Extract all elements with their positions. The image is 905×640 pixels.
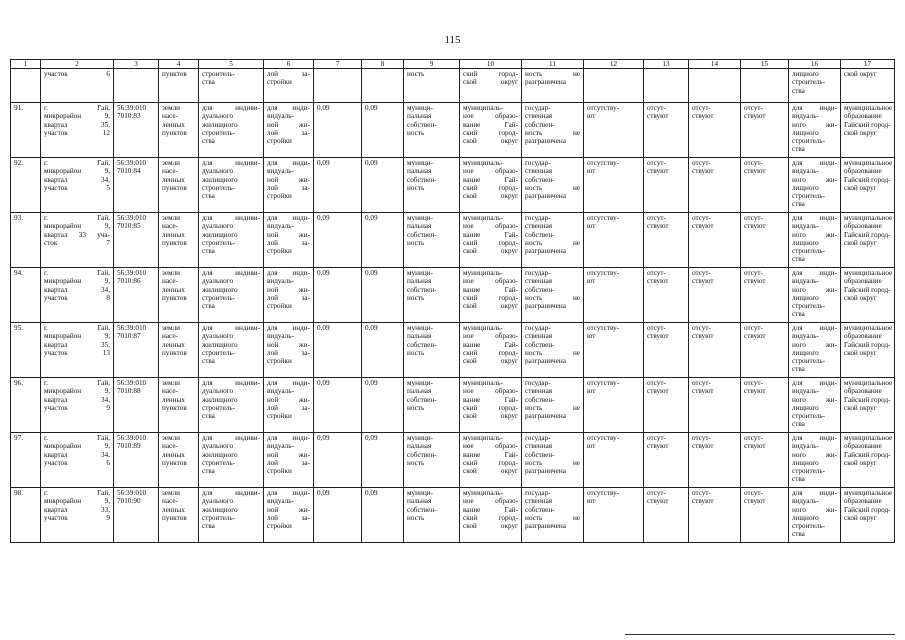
cell-area-ha: 7	[314, 60, 362, 69]
cell-row-number: 98.	[11, 488, 41, 543]
cell-encumbrance-1: отсутству- ют	[584, 378, 644, 433]
cell-encumbrance-1: отсутству- ют	[584, 268, 644, 323]
bottom-rule	[625, 634, 895, 635]
cell-address: г. Гай, микрорайон 9, квартал 34, участок 6	[41, 433, 114, 488]
cell-ownership-form: муници- пальная собствен- ность	[404, 378, 460, 433]
cell-area-ha: 0,09	[314, 433, 362, 488]
table-row	[11, 323, 895, 378]
cell-area-ha: 0,09	[314, 268, 362, 323]
cell-area-ha-2: 8	[362, 60, 404, 69]
cell-permitted-use: строитель- ства	[199, 69, 264, 103]
cell-row-number: 93.	[11, 213, 41, 268]
cell-municipality: муниципальное образование Гайский город- ской округ	[841, 378, 895, 433]
cell-use-per-docs: для инди- видуаль- ной жи- лой за- стройки	[264, 488, 314, 543]
cell-encumbrance-2: отсут- ствуют	[644, 323, 689, 378]
cell-encumbrance-4	[741, 69, 789, 103]
cell-use-per-docs: для инди- видуаль- ной жи- лой за- стройки	[264, 103, 314, 158]
cell-encumbrance-1: отсутству- ют	[584, 103, 644, 158]
cell-encumbrance-3: отсут- ствуют	[689, 268, 741, 323]
cell-encumbrance-3: отсут- ствуют	[689, 103, 741, 158]
cell-purpose: лищного строитель- ства	[789, 69, 841, 103]
cell-purpose: для инди- видуаль- ного жи- лищного строитель- ства	[789, 433, 841, 488]
cell-permitted-use: для индиви- дуального жилищного строитель- ства	[199, 268, 264, 323]
cell-area-ha: 0,09	[314, 378, 362, 433]
cell-purpose: для инди- видуаль- ного жи- лищного строитель- ства	[789, 213, 841, 268]
cell-cadastral-number	[114, 69, 159, 103]
cell-cadastral-number: 56:39:010 7010:83	[114, 103, 159, 158]
continued-record-row	[11, 69, 895, 103]
cell-municipality: ской округ	[841, 69, 895, 103]
cell-use-per-docs: для инди- видуаль- ной жи- лой за- стройки	[264, 158, 314, 213]
cell-encumbrance-3	[689, 69, 741, 103]
cell-encumbrance-2	[644, 69, 689, 103]
cell-row-number: 1	[11, 60, 41, 69]
cell-cadastral-number: 56:39:010 7010:85	[114, 213, 159, 268]
cell-area-ha: 0,09	[314, 488, 362, 543]
cell-purpose: для инди- видуаль- ного жи- лищного строитель- ства	[789, 158, 841, 213]
cell-land-category: земли насе- ленных пунктов	[159, 103, 199, 158]
cell-permitted-use: для индиви- дуального жилищного строитель- ства	[199, 323, 264, 378]
cell-encumbrance-4: отсут- ствуют	[741, 103, 789, 158]
cell-cadastral-number: 56:39:010 7010:86	[114, 268, 159, 323]
cell-purpose: для инди- видуаль- ного жи- лищного строитель- ства	[789, 488, 841, 543]
cell-cadastral-number: 56:39:010 7010:89	[114, 433, 159, 488]
cell-address: 2	[41, 60, 114, 69]
cell-area-ha-2: 0,09	[362, 213, 404, 268]
cell-owner: муниципаль- ное образо- вание Гай- ский город- ской округ	[460, 323, 522, 378]
cell-area-ha-2	[362, 69, 404, 103]
cell-use-per-docs: лой за- стройки	[264, 69, 314, 103]
cell-encumbrance-1: отсутству- ют	[584, 158, 644, 213]
cell-area-ha-2: 0,09	[362, 268, 404, 323]
cell-encumbrance-3: 14	[689, 60, 741, 69]
cell-encumbrance-1: отсутству- ют	[584, 488, 644, 543]
cell-area-ha: 0,09	[314, 158, 362, 213]
cell-permitted-use: для индиви- дуального жилищного строитель- ства	[199, 488, 264, 543]
cell-land-category: земли насе- ленных пунктов	[159, 433, 199, 488]
cell-rights-status: государ- ственная собствен- ность не разграничена	[522, 158, 584, 213]
cell-owner: 10	[460, 60, 522, 69]
cell-encumbrance-4: отсут- ствуют	[741, 488, 789, 543]
cell-encumbrance-1: отсутству- ют	[584, 213, 644, 268]
cell-use-per-docs: 6	[264, 60, 314, 69]
cell-rights-status: 11	[522, 60, 584, 69]
cell-encumbrance-2: отсут- ствуют	[644, 103, 689, 158]
table-row	[11, 213, 895, 268]
cell-address: г. Гай, микрорайон 9, квартал 34, участок 9	[41, 378, 114, 433]
cell-area-ha-2: 0,09	[362, 378, 404, 433]
cell-land-category: земли насе- ленных пунктов	[159, 158, 199, 213]
cell-purpose: для инди- видуаль- ного жи- лищного строитель- ства	[789, 378, 841, 433]
page-number: 115	[444, 34, 461, 46]
cell-area-ha: 0,09	[314, 213, 362, 268]
cell-encumbrance-2: отсут- ствуют	[644, 268, 689, 323]
cell-encumbrance-2: отсут- ствуют	[644, 213, 689, 268]
cell-area-ha-2: 0,09	[362, 158, 404, 213]
cell-ownership-form: 9	[404, 60, 460, 69]
cell-encumbrance-2: 13	[644, 60, 689, 69]
cell-owner: муниципаль- ное образо- вание Гай- ский город- ской округ	[460, 268, 522, 323]
cell-rights-status: государ- ственная собствен- ность не разграничена	[522, 488, 584, 543]
cell-encumbrance-4: отсут- ствуют	[741, 158, 789, 213]
cell-area-ha-2: 0,09	[362, 103, 404, 158]
cell-ownership-form: муници- пальная собствен- ность	[404, 433, 460, 488]
cell-encumbrance-2: отсут- ствуют	[644, 433, 689, 488]
cell-area-ha-2: 0,09	[362, 488, 404, 543]
table-row	[11, 268, 895, 323]
cell-area-ha: 0,09	[314, 323, 362, 378]
cell-address: участок 6	[41, 69, 114, 103]
cell-purpose: для инди- видуаль- ного жи- лищного строитель- ства	[789, 268, 841, 323]
table-row	[11, 433, 895, 488]
cell-land-category: земли насе- ленных пунктов	[159, 323, 199, 378]
cell-ownership-form: муници- пальная собствен- ность	[404, 268, 460, 323]
cell-encumbrance-4: отсут- ствуют	[741, 213, 789, 268]
cell-address: г. Гай, микрорайон 9, квартал 34, участок 8	[41, 268, 114, 323]
cell-encumbrance-4: 15	[741, 60, 789, 69]
cell-rights-status: государ- ственная собствен- ность не разграничена	[522, 268, 584, 323]
cell-land-category: земли насе- ленных пунктов	[159, 488, 199, 543]
cell-permitted-use: для индиви- дуального жилищного строитель- ства	[199, 213, 264, 268]
cell-municipality: муниципальное образование Гайский город- ской округ	[841, 323, 895, 378]
cell-cadastral-number: 56:39:010 7010:88	[114, 378, 159, 433]
table-row	[11, 103, 895, 158]
cell-municipality: муниципальное образование Гайский город- ской округ	[841, 268, 895, 323]
cell-use-per-docs: для инди- видуаль- ной жи- лой за- стройки	[264, 268, 314, 323]
cell-cadastral-number: 3	[114, 60, 159, 69]
cell-owner: муниципаль- ное образо- вание Гай- ский город- ской округ	[460, 378, 522, 433]
cell-use-per-docs: для инди- видуаль- ной жи- лой за- стройки	[264, 213, 314, 268]
land-plot-register-table	[10, 59, 895, 543]
cell-row-number: 97.	[11, 433, 41, 488]
cell-encumbrance-2: отсут- ствуют	[644, 378, 689, 433]
cell-owner: муниципаль- ное образо- вание Гай- ский город- ской округ	[460, 433, 522, 488]
cell-area-ha	[314, 69, 362, 103]
cell-municipality: муниципальное образование Гайский город- ской округ	[841, 213, 895, 268]
cell-row-number: 91.	[11, 103, 41, 158]
cell-permitted-use: для индиви- дуального жилищного строитель- ства	[199, 378, 264, 433]
cell-land-category: 4	[159, 60, 199, 69]
cell-ownership-form: муници- пальная собствен- ность	[404, 488, 460, 543]
cell-row-number: 96.	[11, 378, 41, 433]
cell-address: г. Гай, микрорайон 9, квартал 34, участок 5	[41, 158, 114, 213]
cell-row-number: 94.	[11, 268, 41, 323]
cell-land-category: земли насе- ленных пунктов	[159, 378, 199, 433]
cell-encumbrance-4: отсут- ствуют	[741, 323, 789, 378]
cell-encumbrance-3: отсут- ствуют	[689, 323, 741, 378]
cell-row-number: 95.	[11, 323, 41, 378]
cell-encumbrance-4: отсут- ствуют	[741, 433, 789, 488]
cell-ownership-form: муници- пальная собствен- ность	[404, 103, 460, 158]
cell-rights-status: государ- ственная собствен- ность не разграничена	[522, 433, 584, 488]
cell-owner: ский город- ской округ	[460, 69, 522, 103]
cell-permitted-use: для индиви- дуального жилищного строитель- ства	[199, 158, 264, 213]
cell-encumbrance-3: отсут- ствуют	[689, 213, 741, 268]
cell-rights-status: государ- ственная собствен- ность не разграничена	[522, 378, 584, 433]
cell-owner: муниципаль- ное образо- вание Гай- ский город- ской округ	[460, 213, 522, 268]
cell-rights-status: государ- ственная собствен- ность не разграничена	[522, 323, 584, 378]
cell-encumbrance-2: отсут- ствуют	[644, 158, 689, 213]
cell-owner: муниципаль- ное образо- вание Гай- ский город- ской округ	[460, 488, 522, 543]
cell-cadastral-number: 56:39:010 7010:84	[114, 158, 159, 213]
cell-municipality: муниципальное образование Гайский город- ской округ	[841, 103, 895, 158]
cell-municipality: муниципальное образование Гайский город- ской округ	[841, 488, 895, 543]
cell-permitted-use: для индиви- дуального жилищного строитель- ства	[199, 433, 264, 488]
cell-cadastral-number: 56:39:010 7010:87	[114, 323, 159, 378]
cell-rights-status: государ- ственная собствен- ность не разграничена	[522, 103, 584, 158]
cell-owner: муниципаль- ное образо- вание Гай- ский город- ской округ	[460, 103, 522, 158]
table-row	[11, 158, 895, 213]
cell-municipality: муниципальное образование Гайский город- ской округ	[841, 158, 895, 213]
cell-encumbrance-4: отсут- ствуют	[741, 378, 789, 433]
cell-area-ha: 0,09	[314, 103, 362, 158]
cell-encumbrance-2: отсут- ствуют	[644, 488, 689, 543]
cell-encumbrance-3: отсут- ствуют	[689, 158, 741, 213]
cell-address: г. Гай, микрорайон 9, квартал 35, участок 13	[41, 323, 114, 378]
cell-ownership-form: муници- пальная собствен- ность	[404, 213, 460, 268]
cell-encumbrance-3: отсут- ствуют	[689, 433, 741, 488]
cell-purpose: для инди- видуаль- ного жи- лищного строитель- ства	[789, 323, 841, 378]
cell-encumbrance-1: отсутству- ют	[584, 323, 644, 378]
cell-row-number: 92.	[11, 158, 41, 213]
cell-municipality: 17	[841, 60, 895, 69]
column-number-header-row	[11, 60, 895, 69]
cell-permitted-use: для индиви- дуального жилищного строитель- ства	[199, 103, 264, 158]
cell-address: г. Гай, микрорайон 9, квартал 35, участок 12	[41, 103, 114, 158]
cell-row-number	[11, 69, 41, 103]
table-row	[11, 378, 895, 433]
table-row	[11, 488, 895, 543]
cell-purpose: 16	[789, 60, 841, 69]
cell-rights-status: государ- ственная собствен- ность не разграничена	[522, 213, 584, 268]
cell-ownership-form: ность	[404, 69, 460, 103]
cell-address: г. Гай, микрорайон 9, квартал 33 уча- сток 7	[41, 213, 114, 268]
cell-owner: муниципаль- ное образо- вание Гай- ский город- ской округ	[460, 158, 522, 213]
cell-encumbrance-3: отсут- ствуют	[689, 378, 741, 433]
cell-ownership-form: муници- пальная собствен- ность	[404, 323, 460, 378]
cell-use-per-docs: для инди- видуаль- ной жи- лой за- стройки	[264, 378, 314, 433]
cell-address: г. Гай, микрорайон 9, квартал 33, участок 9	[41, 488, 114, 543]
cell-ownership-form: муници- пальная собствен- ность	[404, 158, 460, 213]
cell-purpose: для инди- видуаль- ного жи- лищного строитель- ства	[789, 103, 841, 158]
cell-area-ha-2: 0,09	[362, 323, 404, 378]
cell-encumbrance-1: отсутству- ют	[584, 433, 644, 488]
cell-encumbrance-3: отсут- ствуют	[689, 488, 741, 543]
cell-encumbrance-4: отсут- ствуют	[741, 268, 789, 323]
cell-permitted-use: 5	[199, 60, 264, 69]
cell-cadastral-number: 56:39:010 7010:90	[114, 488, 159, 543]
cell-municipality: муниципальное образование Гайский город- ской округ	[841, 433, 895, 488]
cell-use-per-docs: для инди- видуаль- ной жи- лой за- стройки	[264, 323, 314, 378]
cell-land-category: земли насе- ленных пунктов	[159, 213, 199, 268]
cell-land-category: земли насе- ленных пунктов	[159, 268, 199, 323]
cell-encumbrance-1: 12	[584, 60, 644, 69]
cell-rights-status: ность не разграничена	[522, 69, 584, 103]
cell-area-ha-2: 0,09	[362, 433, 404, 488]
cell-encumbrance-1	[584, 69, 644, 103]
cell-land-category: пунктов	[159, 69, 199, 103]
cell-use-per-docs: для инди- видуаль- ной жи- лой за- стройки	[264, 433, 314, 488]
